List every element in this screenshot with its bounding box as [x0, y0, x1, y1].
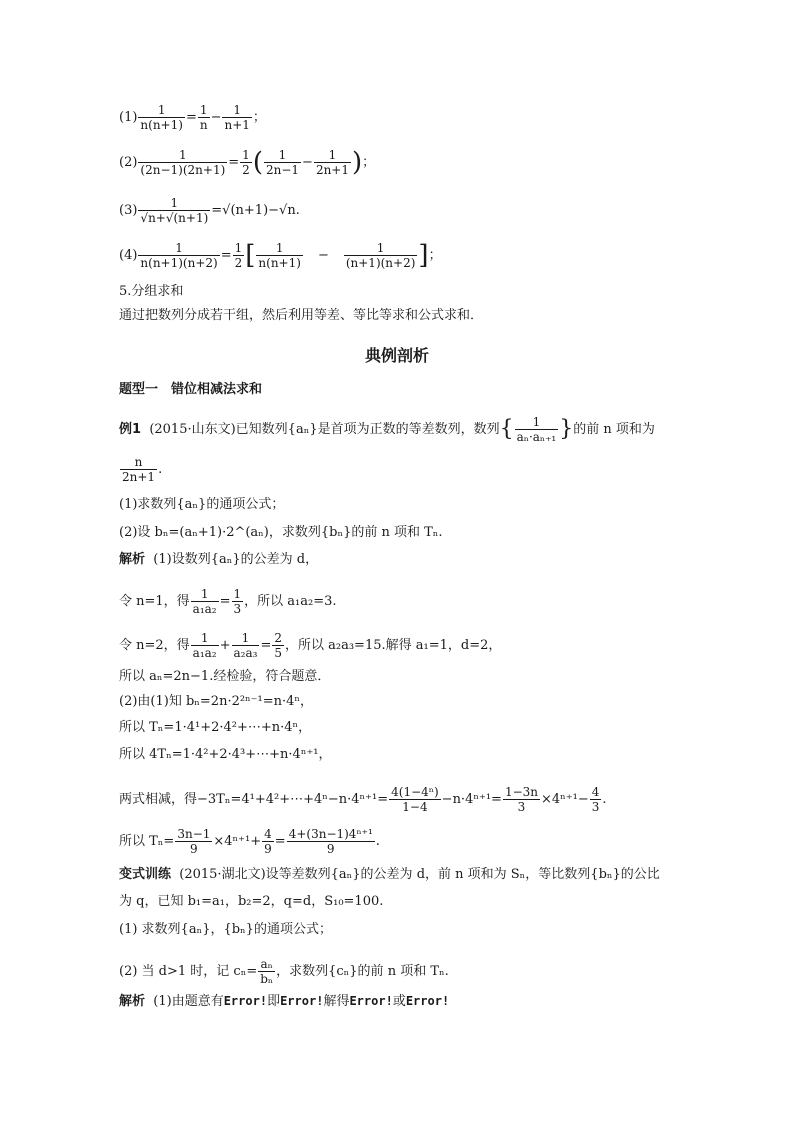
- fraction: $\frac{1}{2n-1}$: [265, 148, 300, 177]
- left-bracket: [: [245, 240, 256, 271]
- fraction: $\frac{1}{(2n-1)(2n+1)}$: [140, 148, 226, 177]
- fraction: $\frac{1-3n}{3}$: [504, 785, 538, 814]
- fraction: $\frac{1}{2n+1}$: [315, 148, 349, 177]
- fraction: $\frac{1}{\text{a₁a₂}}$: [192, 587, 217, 616]
- fraction: $\frac{1}{(n+1)(n+2)}$: [345, 241, 416, 270]
- variant-statement-2: 为 q，已知 b₁=a₁，b₂=2，q=d，S₁₀=100.: [119, 894, 384, 909]
- fraction: $\frac{1}{n(n+1)}$: [140, 103, 183, 132]
- solution-line-7: 所以 4Tₙ=1·4²+2·4³+⋯+n·4ⁿ⁺¹，: [119, 747, 332, 762]
- solution-line-2: 令 n=1，得 $\frac{1}{\text{a₁a₂}}$ = $\frac{1}{3}$ ，所以 a₁a₂=3.: [119, 587, 337, 616]
- fraction: $\frac{1}{n(n+1)(n+2)}$: [140, 241, 218, 270]
- variant-question-2: (2) 当 d>1 时，记 cₙ= $\frac{\text{aₙ}}{\text{bₙ}}$ ，求数列{cₙ}的前 n 项和 Tₙ.: [119, 957, 449, 986]
- solution-line-4: 所以 aₙ=2n−1.经检验，符合题意．: [119, 669, 331, 684]
- right-bracket: ]: [418, 240, 429, 271]
- fraction: $\frac{\text{4(1−4ⁿ)}}{1-4}$: [391, 785, 439, 814]
- section-5-text: 通过把数列分成若干组，然后利用等差、等比等求和公式求和．: [119, 308, 484, 323]
- left-paren: (: [252, 147, 263, 178]
- solution-line-3: 令 n=2，得 $\frac{1}{\text{a₁a₂}}$ + $\frac{1}{\text{a₂a₃}}$ = $\frac{2}{5}$ ，所以 a₂a₃=15.解得 a₁=1，d=2，: [119, 631, 502, 660]
- fraction: $\frac{n}{2n+1}$: [122, 455, 156, 484]
- fraction: $\frac{1}{n+1}$: [224, 103, 250, 132]
- variant-solution: 解析 (1)由题意有Error!即Error!解得Error!或Error!: [119, 994, 450, 1009]
- example-label: 例1: [119, 422, 142, 437]
- fraction: $\frac{1}{\text{aₙ·aₙ₊₁}}$: [516, 415, 557, 444]
- solution-line-5: (2)由(1)知 bₙ=2n·2²ⁿ⁻¹=n·4ⁿ，: [119, 694, 314, 709]
- fraction: $\frac{1}{2}$: [234, 241, 243, 270]
- variant-question-1: (1) 求数列{aₙ}，{bₙ}的通项公式；: [119, 922, 332, 937]
- example-1-statement: 例1 (2015·山东文)已知数列{aₙ}是首项为正数的等差数列，数列{ $\frac{1}{\text{aₙ·aₙ₊₁}}$ }的前 n 项和为: [119, 415, 655, 444]
- example-1-question-1: (1)求数列{aₙ}的通项公式；: [119, 497, 285, 512]
- fraction: $\frac{2}{5}$: [274, 631, 282, 660]
- section-heading: 典例剖析: [364, 346, 429, 365]
- solution-line-8: 两式相减，得−3Tₙ=4¹+4²+⋯+4ⁿ−n·4ⁿ⁺¹= $\frac{\text{4(1−4ⁿ)}}{1-4}$ −n·4ⁿ⁺¹= $\frac{1-3n}{3}$ ×4ⁿ⁺¹− $\frac{4}{3}$ .: [119, 785, 607, 814]
- fraction: $\frac{1}{2}$: [242, 148, 250, 177]
- formula-4: (4) $\frac{1}{n(n+1)(n+2)}$ = $\frac{1}{2}$ [ $\frac{1}{n(n+1)}$ − $\frac{1}{(n+1)(n+2)}$ ]；: [119, 240, 442, 271]
- fraction: $\frac{4}{3}$: [591, 785, 600, 814]
- solution-line-9: 所以 Tₙ= $\frac{3n-1}{9}$ ×4ⁿ⁺¹+ $\frac{4}{9}$ = $\frac{\text{4+(3n−1)4ⁿ⁺¹}}{9}$ .: [119, 827, 380, 856]
- formula-label: (1): [119, 110, 138, 125]
- formula-1: (1) $\frac{1}{n(n+1)}$ = $\frac{1}{n}$ − $\frac{1}{n+1}$ ；: [119, 103, 266, 132]
- section-5-title: 5.分组求和: [119, 284, 184, 299]
- fraction: $\frac{1}{3}$: [233, 587, 242, 616]
- error-placeholder: Error!: [223, 994, 268, 1008]
- solution-line-6: 所以 Tₙ=1·4¹+2·4²+⋯+n·4ⁿ，: [119, 720, 312, 735]
- formula-3: (3) $\frac{1}{√n+√(n+1)}$ =√(n+1)−√n.: [119, 196, 300, 225]
- solution-line-1: 解析 (1)设数列{aₙ}的公差为 d，: [119, 552, 319, 567]
- fraction: $\frac{1}{\text{a₁a₂}}$: [192, 631, 217, 660]
- solution-label: 解析: [119, 552, 146, 567]
- right-paren: ): [352, 147, 363, 178]
- example-1-sum: $\frac{n}{2n+1}$ .: [122, 455, 163, 484]
- type-heading: 题型一 错位相减法求和: [119, 382, 263, 397]
- formula-2: (2) $\frac{1}{(2n-1)(2n+1)}$ = $\frac{1}{2}$ ( $\frac{1}{2n-1}$ − $\frac{1}{2n+1}$ )；: [119, 147, 376, 178]
- example-1-question-2: (2)设 bₙ=(aₙ+1)·2^(aₙ)，求数列{bₙ}的前 n 项和 Tₙ.: [119, 525, 443, 540]
- variant-label: 变式训练: [119, 867, 172, 882]
- fraction: $\frac{1}{n(n+1)}$: [258, 241, 301, 270]
- fraction: $\frac{4}{9}$: [264, 827, 272, 856]
- fraction: $\frac{\text{aₙ}}{\text{bₙ}}$: [260, 957, 274, 986]
- error-placeholder: Error!: [280, 994, 324, 1008]
- fraction: $\frac{1}{n}$: [199, 103, 208, 132]
- fraction: $\frac{1}{√n+√(n+1)}$: [140, 196, 209, 225]
- fraction: $\frac{1}{\text{a₂a₃}}$: [233, 631, 258, 660]
- error-placeholder: Error!: [349, 994, 393, 1008]
- fraction: $\frac{3n-1}{9}$: [177, 827, 211, 856]
- fraction: $\frac{\text{4+(3n−1)4ⁿ⁺¹}}{9}$: [288, 827, 373, 856]
- error-placeholder: Error!: [405, 994, 450, 1008]
- variant-statement-1: 变式训练 (2015·湖北文)设等差数列{aₙ}的公差为 d，前 n 项和为 Sₙ，等比数列{bₙ}的公比: [119, 867, 660, 882]
